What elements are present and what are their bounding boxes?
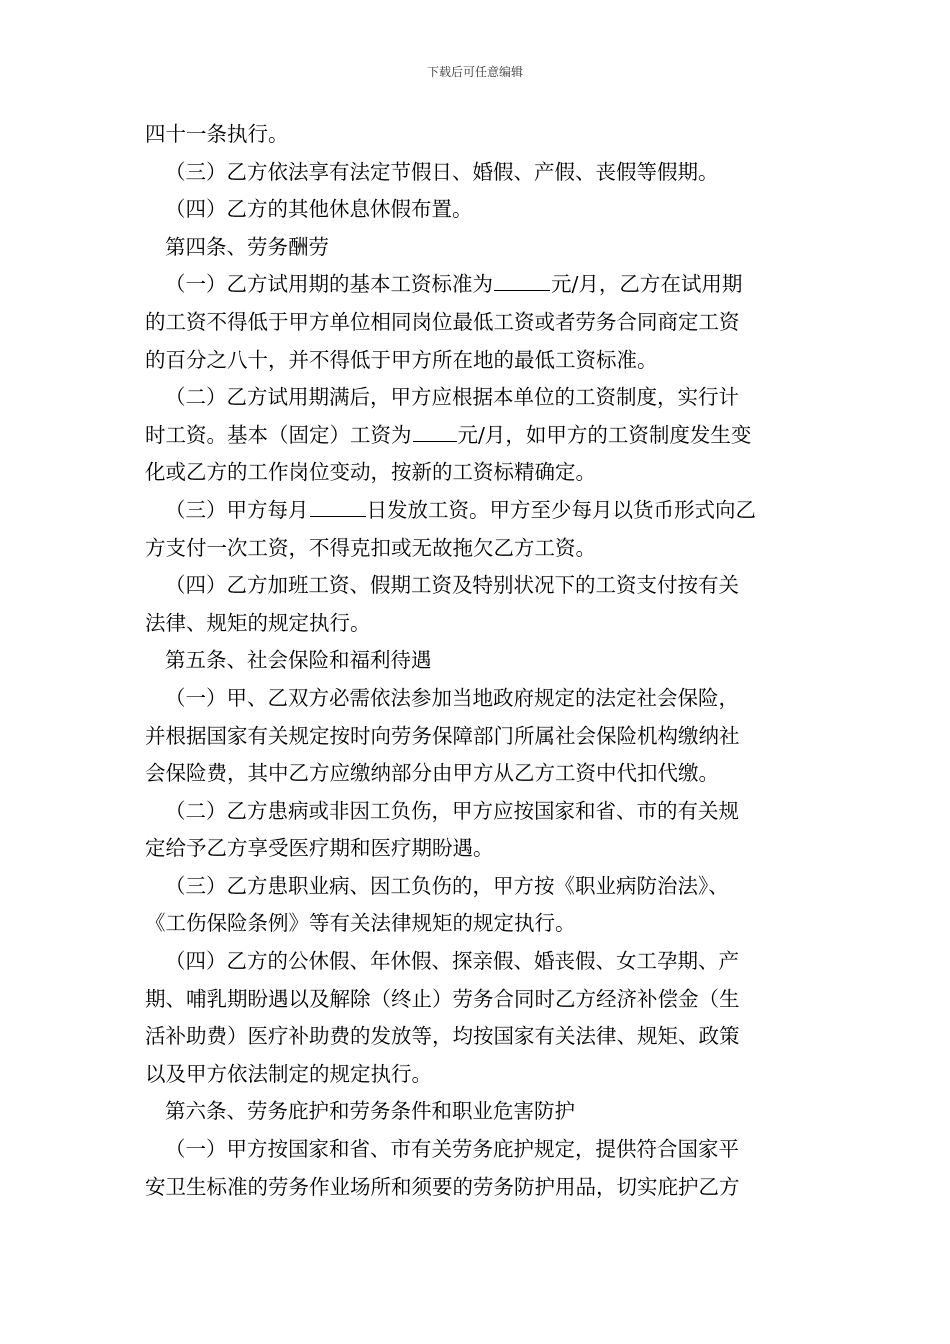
section-heading: 第五条、社会保险和福利待遇: [165, 648, 432, 673]
text-line: 安卫生标准的劳务作业场所和须要的劳务防护用品，切实庇护乙方: [145, 1174, 740, 1199]
text-segment: （三）甲方每月: [165, 497, 309, 522]
text-line: [145, 492, 807, 530]
text-line: 并根据国家有关规定按时向劳务保障部门所属社会保险机构缴纳社: [145, 723, 740, 748]
text-segment: （一）乙方试用期的基本工资标准为: [165, 272, 493, 297]
text-line: 四十一条执行。: [145, 122, 289, 146]
fill-in-blank[interactable]: [310, 515, 366, 517]
text-line: （三）乙方患职业病、因工负伤的，甲方按《职业病防治法》、: [165, 873, 729, 898]
text-line: （四）乙方加班工资、假期工资及特别状况下的工资支付按有关: [165, 573, 739, 598]
text-line: （二）乙方试用期满后，甲方应根据本单位的工资制度，实行计: [165, 385, 739, 410]
text-line: 活补助费）医疗补助费的发放等，均按国家有关法律、规矩、政策: [145, 1024, 740, 1049]
fill-in-blank[interactable]: [494, 289, 550, 291]
text-line: 的工资不得低于甲方单位相同岗位最低工资或者劳务合同商定工资: [145, 309, 740, 334]
text-segment: 元/月，如甲方的工资制度发生变: [457, 422, 752, 447]
text-line: 方支付一次工资，不得克扣或无故拖欠乙方工资。: [145, 535, 596, 560]
text-line: （一）甲、乙双方必需依法参加当地政府规定的法定社会保险，: [165, 685, 739, 710]
text-segment: 时工资。基本（固定）工资为: [145, 422, 412, 447]
text-line: （四）乙方的其他休息休假布置。: [165, 197, 473, 222]
text-line: 会保险费，其中乙方应缴纳部分由甲方从乙方工资中代扣代缴。: [145, 761, 719, 786]
text-line: （四）乙方的公休假、年休假、探亲假、婚丧假、女工孕期、产: [165, 949, 739, 974]
text-line: 化或乙方的工作岗位变动，按新的工资标精确定。: [145, 460, 596, 485]
text-line: 定给予乙方享受医疗期和医疗期盼遇。: [145, 836, 494, 861]
text-segment: 元/月，乙方在试用期: [551, 272, 743, 297]
text-line: [145, 417, 807, 455]
text-line: 期、哺乳期盼遇以及解除（终止）劳务合同时乙方经济补偿金（生: [145, 986, 740, 1011]
text-line: 的百分之八十，并不得低于甲方所在地的最低工资标准。: [145, 347, 658, 372]
text-line: 以及甲方依法制定的规定执行。: [145, 1061, 432, 1086]
text-line: （二）乙方患病或非因工负伤，甲方应按国家和省、市的有关规: [165, 798, 739, 823]
text-line: 法律、规矩的规定执行。: [145, 610, 371, 635]
text-line: [145, 266, 807, 304]
text-line: 《工伤保险条例》等有关法律规矩的规定执行。: [145, 911, 576, 936]
section-heading: 第六条、劳务庇护和劳务条件和职业危害防护: [165, 1099, 575, 1124]
fill-in-blank[interactable]: [413, 440, 457, 442]
text-segment: 日发放工资。甲方至少每月以货币形式向乙: [366, 497, 756, 522]
page-header: 下载后可任意编辑: [426, 65, 523, 79]
text-line: （三）乙方依法享有法定节假日、婚假、产假、丧假等假期。: [165, 159, 719, 184]
text-line: （一）甲方按国家和省、市有关劳务庇护规定，提供符合国家平: [165, 1137, 739, 1162]
section-heading: 第四条、劳务酬劳: [165, 234, 329, 259]
document-body: [145, 116, 807, 1206]
